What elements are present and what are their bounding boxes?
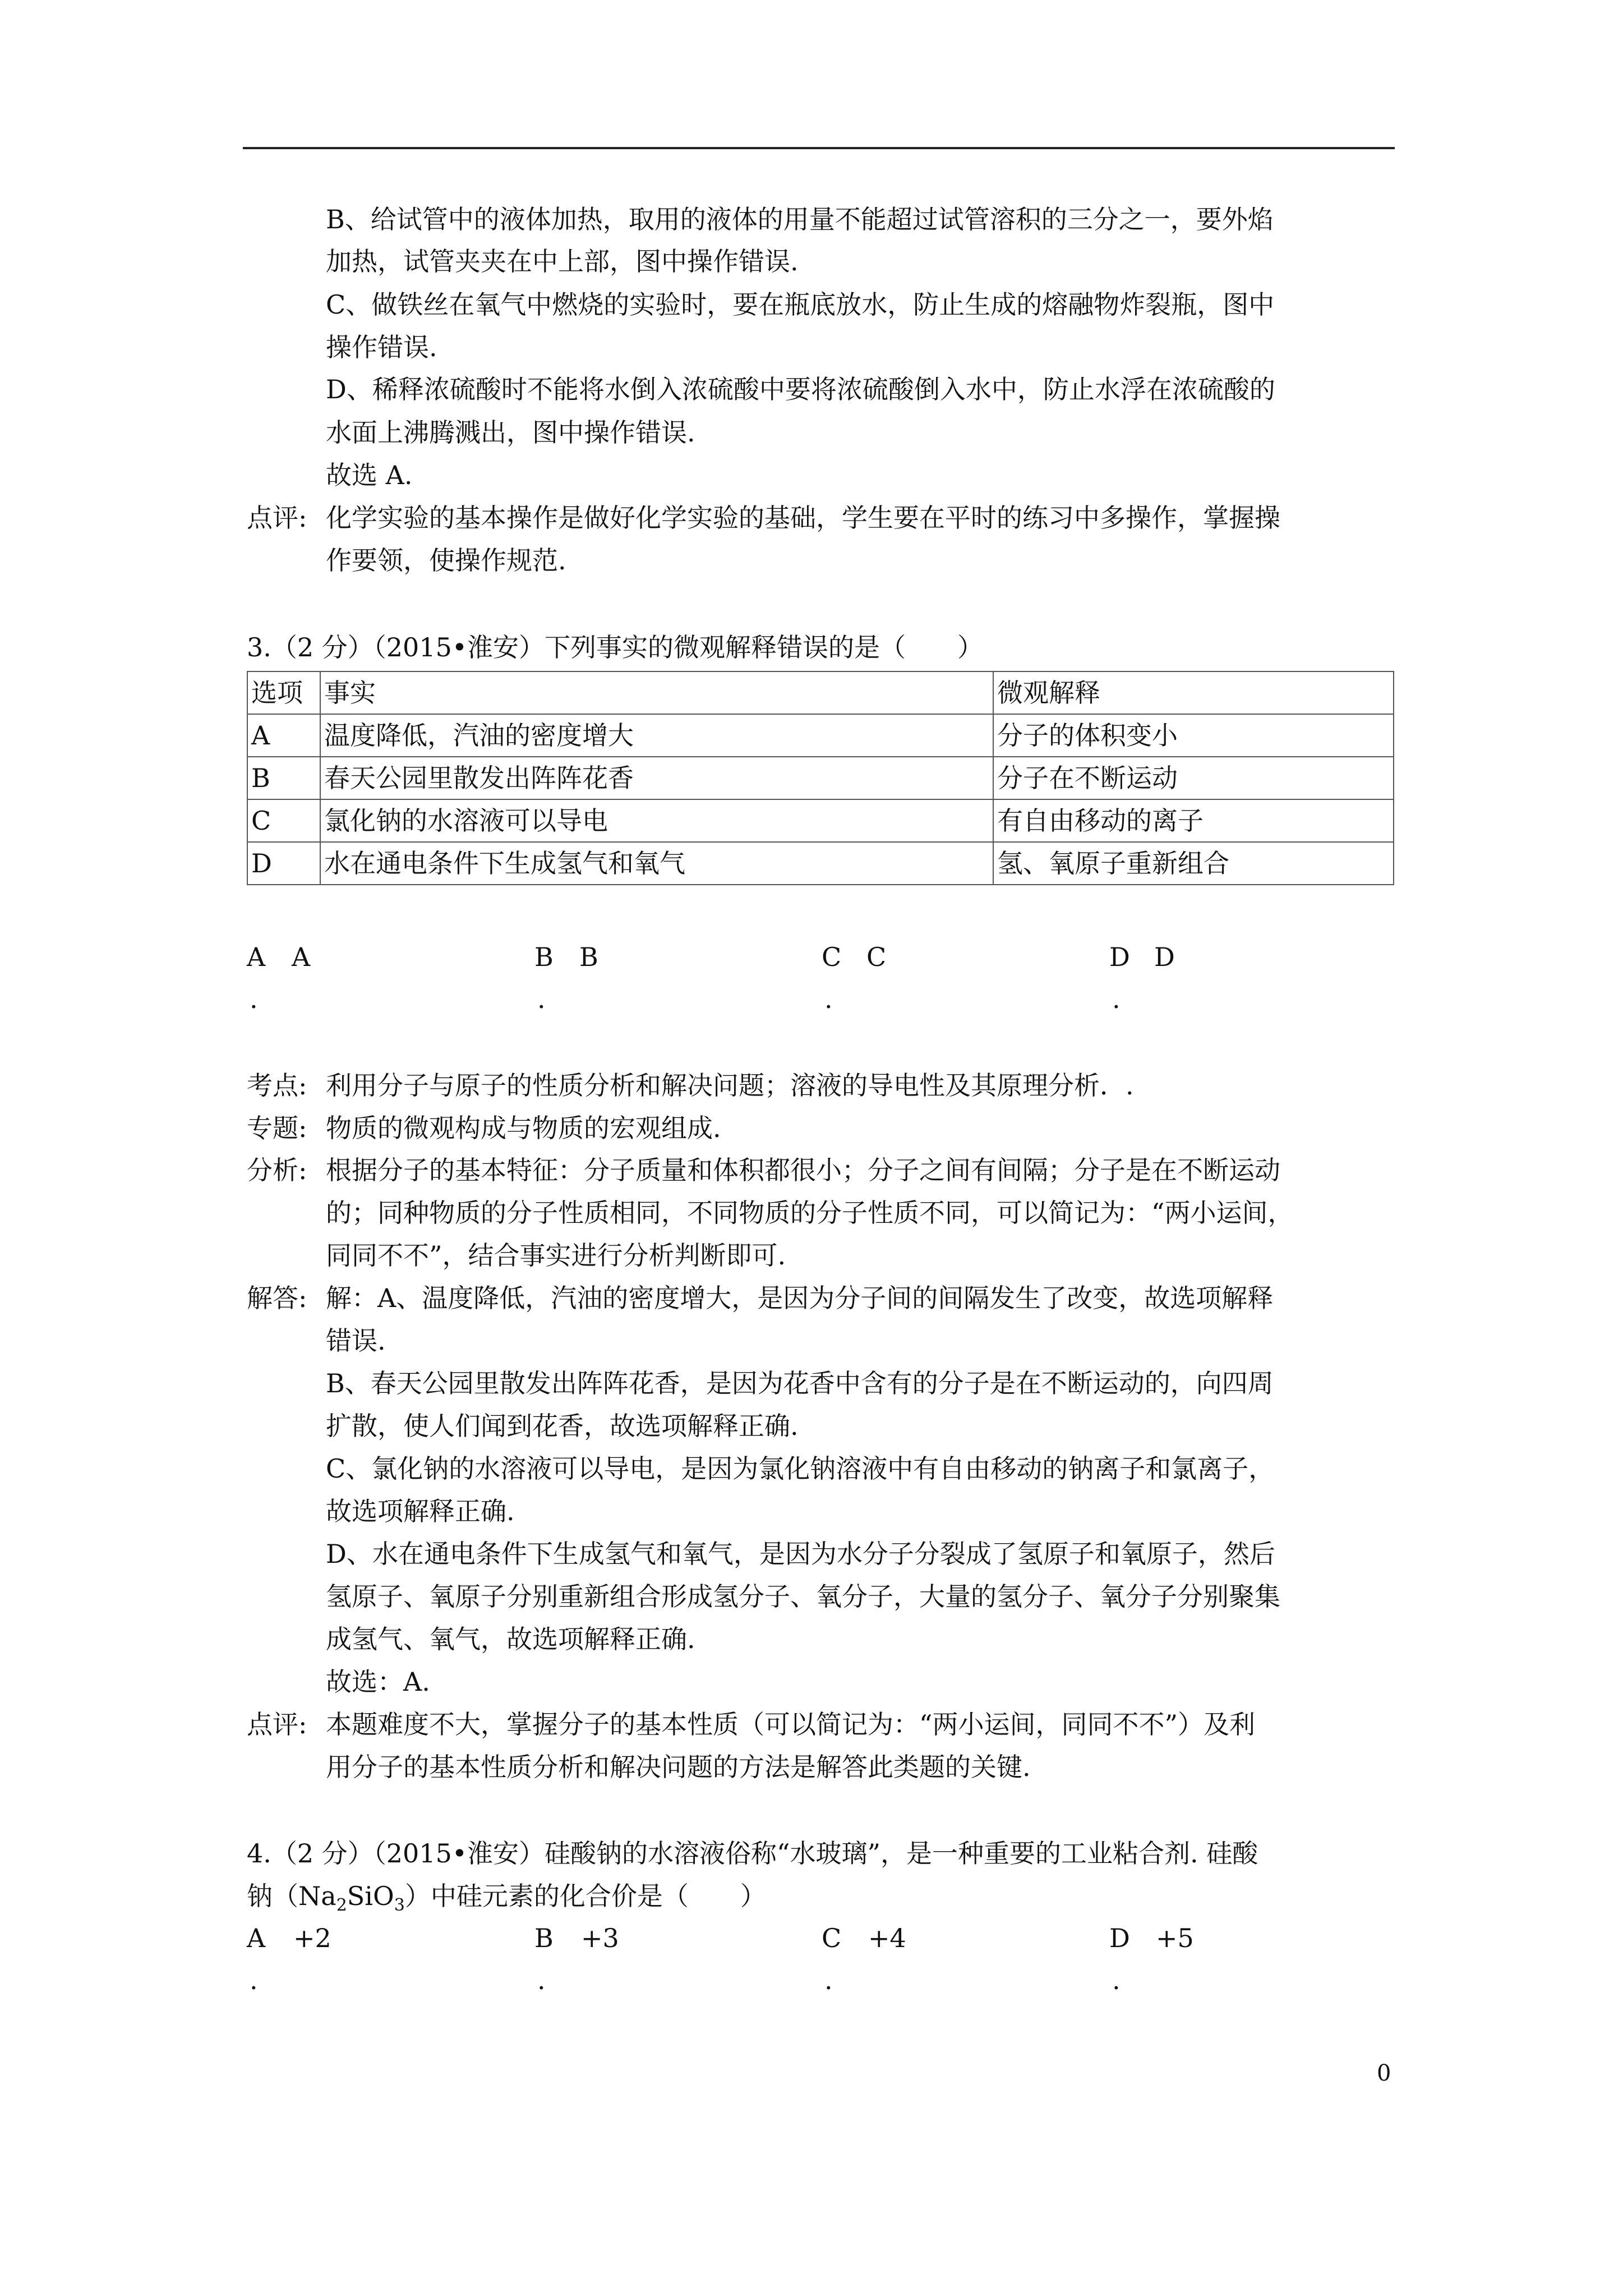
option-c-text[interactable]: C [866, 942, 887, 972]
option-b-dot: . [537, 1965, 546, 1995]
fenxi-label: 分析: [247, 1155, 307, 1185]
subscript: 3 [394, 1895, 405, 1915]
stem-text: SiO [347, 1881, 394, 1911]
table-header-row [247, 671, 1394, 714]
jieda-line: 故选项解释正确. [326, 1496, 515, 1526]
answer-line: 故选 A. [326, 460, 413, 490]
table-cell: 春天公园里散发出阵阵花香 [320, 757, 993, 799]
jieda-line: 氢原子、氧原子分别重新组合形成氢分子、氧分子，大量的氢分子、氧分子分别聚集 [326, 1581, 1280, 1612]
dianping-line: 用分子的基本性质分析和解决问题的方法是解答此类题的关键. [326, 1752, 1031, 1782]
option-b-letter[interactable]: B [534, 942, 554, 972]
fenxi-line: 根据分子的基本特征：分子质量和体积都很小；分子之间有间隔；分子是在不断运动 [326, 1155, 1280, 1185]
option-a-dot: . [250, 984, 258, 1014]
dianping-label: 点评: [247, 1709, 307, 1740]
subscript: 2 [336, 1895, 347, 1915]
option-c-text[interactable]: +4 [868, 1923, 906, 1953]
table-cell: 分子在不断运动 [993, 757, 1394, 799]
jieda-line: C、氯化钠的水溶液可以导电，是因为氯化钠溶液中有自由移动的钠离子和氯离子， [326, 1453, 1275, 1484]
comment-label: 点评: [247, 503, 307, 533]
dianping-line: 本题难度不大，掌握分子的基本性质（可以简记为：“两小运间，同同不不”）及利 [326, 1709, 1256, 1740]
table-row [247, 757, 1394, 799]
jieda-line: 错误. [326, 1326, 386, 1356]
option-b-text[interactable]: B [579, 942, 598, 972]
option-d-dot: . [1112, 1965, 1121, 1995]
jieda-line: 解：A、温度降低，汽油的密度增大，是因为分子间的间隔发生了改变，故选项解释 [326, 1283, 1274, 1313]
jieda-label: 解答: [247, 1283, 307, 1313]
table-row [247, 799, 1394, 842]
option-c-letter[interactable]: C [822, 942, 842, 972]
option-b-letter[interactable]: B [534, 1923, 554, 1953]
table-cell: A [247, 714, 320, 757]
table-row [247, 714, 1394, 757]
table-cell: 氢、氧原子重新组合 [993, 842, 1394, 885]
question-stem-line2 [247, 1883, 766, 1914]
comment-line: 化学实验的基本操作是做好化学实验的基础，学生要在平时的练习中多操作，掌握操 [326, 503, 1280, 533]
option-d-letter[interactable]: D [1109, 942, 1130, 972]
fenxi-line: 的；同种物质的分子性质相同，不同物质的分子性质不同，可以简记为：“两小运间， [326, 1198, 1294, 1228]
zhuanti-text: 物质的微观构成与物质的宏观组成. [326, 1113, 721, 1143]
table-header-cell: 微观解释 [993, 671, 1394, 714]
option-d-dot: . [1112, 984, 1121, 1014]
header-rule [243, 147, 1395, 149]
jieda-line: D、水在通电条件下生成氢气和氧气，是因为水分子分裂成了氢原子和氧原子，然后 [326, 1539, 1275, 1569]
stem-text: ）中硅元素的化合价是（ ） [404, 1881, 766, 1911]
option-a-dot: . [250, 1965, 258, 1995]
option-b-text[interactable]: +3 [581, 1923, 619, 1953]
table-row [247, 842, 1394, 885]
table-cell: B [247, 757, 320, 799]
option-a-letter[interactable]: A [247, 1923, 266, 1953]
table-cell: 温度降低，汽油的密度增大 [320, 714, 993, 757]
option-d-text[interactable]: D [1154, 942, 1175, 972]
answer-line: 加热，试管夹夹在中上部，图中操作错误. [326, 246, 799, 277]
answer-line: B、给试管中的液体加热，取用的液体的用量不能超过试管溶积的三分之一，要外焰 [326, 204, 1274, 234]
kaodian-label: 考点: [247, 1070, 307, 1101]
table-cell: D [247, 842, 320, 885]
question-stem: 4.（2 分）（2015•淮安）硅酸钠的水溶液俗称“水玻璃”，是一种重要的工业粘合剂. 硅酸 [247, 1838, 1258, 1869]
option-a-text[interactable]: A [292, 942, 311, 972]
fenxi-line: 同同不不”，结合事实进行分析判断即可. [326, 1240, 786, 1271]
jieda-line: B、春天公园里散发出阵阵花香，是因为花香中含有的分子是在不断运动的，向四周 [326, 1368, 1274, 1398]
option-c-dot: . [824, 984, 833, 1014]
zhuanti-label: 专题: [247, 1113, 307, 1143]
answer-line: 操作错误. [326, 332, 437, 362]
table-cell: C [247, 799, 320, 842]
table-header-cell: 事实 [320, 671, 993, 714]
table-header-cell: 选项 [247, 671, 320, 714]
table-cell: 水在通电条件下生成氢气和氧气 [320, 842, 993, 885]
option-d-letter[interactable]: D [1109, 1923, 1130, 1953]
table-cell: 分子的体积变小 [993, 714, 1394, 757]
jieda-line: 扩散，使人们闻到花香，故选项解释正确. [326, 1411, 799, 1441]
answer-line: C、做铁丝在氧气中燃烧的实验时，要在瓶底放水，防止生成的熔融物炸裂瓶，图中 [326, 289, 1275, 320]
option-c-letter[interactable]: C [822, 1923, 842, 1953]
option-c-dot: . [824, 1965, 833, 1995]
jieda-line: 故选：A. [326, 1667, 430, 1697]
question-stem: 3.（2 分）（2015•淮安）下列事实的微观解释错误的是（ ） [247, 632, 983, 662]
stem-text: 钠（Na [247, 1881, 336, 1911]
table-cell: 有自由移动的离子 [993, 799, 1394, 842]
option-b-dot: . [537, 984, 546, 1014]
jieda-line: 成氢气、氧气，故选项解释正确. [326, 1624, 695, 1654]
comment-line: 作要领，使操作规范. [326, 545, 566, 576]
kaodian-text: 利用分子与原子的性质分析和解决问题；溶液的导电性及其原理分析．. [326, 1070, 1134, 1101]
answer-line: D、稀释浓硫酸时不能将水倒入浓硫酸中要将浓硫酸倒入水中，防止水浮在浓硫酸的 [326, 374, 1275, 404]
option-a-text[interactable]: +2 [293, 1923, 331, 1953]
answer-line: 水面上沸腾溅出，图中操作错误. [326, 417, 695, 448]
facts-table [247, 671, 1394, 885]
option-a-letter[interactable]: A [247, 942, 266, 972]
page-number: 0 [1377, 2060, 1391, 2086]
option-d-text[interactable]: +5 [1156, 1923, 1194, 1953]
table-cell: 氯化钠的水溶液可以导电 [320, 799, 993, 842]
